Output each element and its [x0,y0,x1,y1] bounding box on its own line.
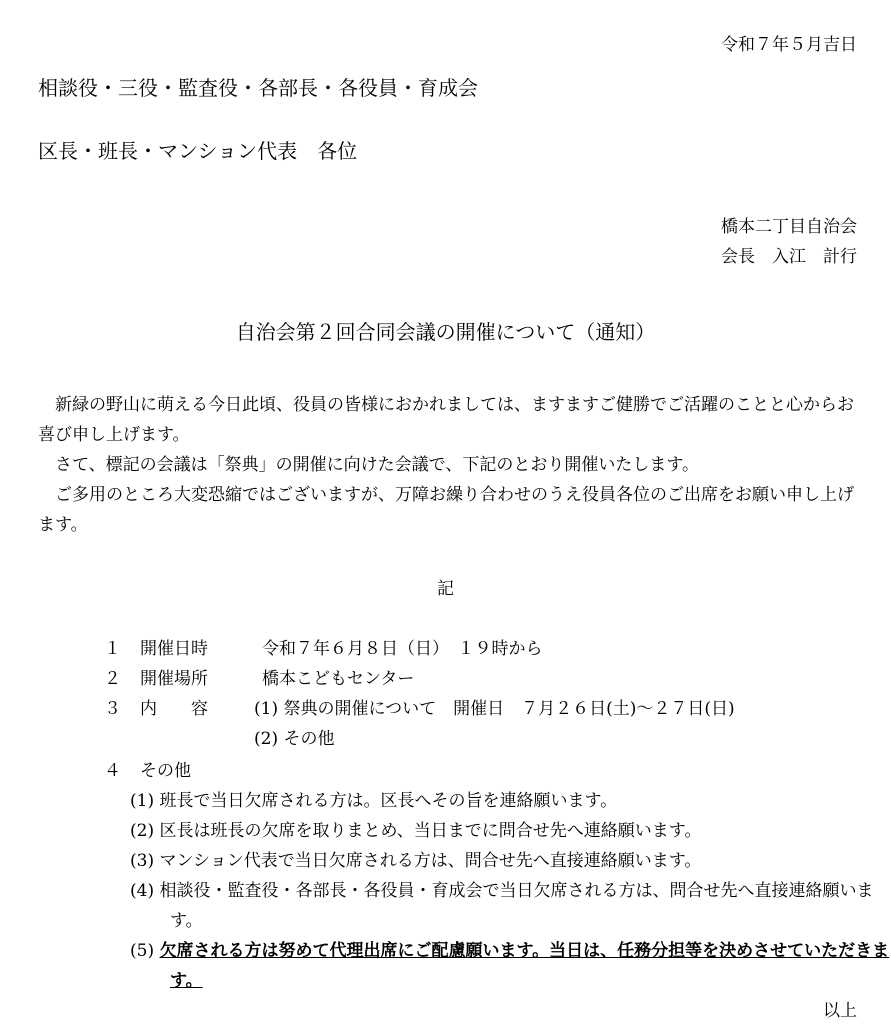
other-note-3: (3) マンション代表で当日欠席される方は、問合せ先へ直接連絡願います。 [130,851,702,871]
item-number: ２ [104,669,121,689]
item-venue [0,664,891,688]
item-datetime [0,634,891,658]
item-label: 内 容 [140,699,208,719]
item-number: ３ [104,699,121,719]
other-note-5 [130,936,891,996]
item-label: 開催日時 [140,639,208,659]
ki-heading: 記 [437,579,454,599]
closing-mark: 以上 [823,1001,857,1021]
other-note-2: (2) 区長は班長の欠席を取りまとめ、当日までに問合せ先へ連絡願います。 [130,821,702,841]
content-sub-2: (2) その他 [254,729,335,749]
content-sub-1: (1) 祭典の開催について 開催日 ７月２６日(土)～２７日(日) [254,699,735,719]
document-date: 令和７年５月吉日 [721,35,857,55]
item-value: 橋本こどもセンター [262,669,415,689]
addressees-line-2: 区長・班長・マンション代表 各位 [38,139,358,163]
other-note-5-emphasis: 欠席される方は努めて代理出席にご配慮願います。当日は、任務分担等を決めさせていただきます。 [159,941,890,991]
request-paragraph: ご多用のところ大変恐縮ではございますが、万障お繰り合わせのうえ役員各位のご出席をお願い申し上げます。 [38,485,854,535]
item-number: １ [104,639,121,659]
other-note-1: (1) 班長で当日欠席される方は。区長へその旨を連絡願います。 [130,791,618,811]
item-other [0,756,891,780]
document-title: 自治会第２回合同会議の開催について（通知） [235,320,656,344]
other-note-4: (4) 相談役・監査役・各部長・各役員・育成会で当日欠席される方は、問合せ先へ直接連絡願います。 [130,881,874,931]
item-content [0,694,891,754]
purpose-paragraph: さて、標記の会議は「祭典」の開催に向けた会議で、下記のとおり開催いたします。 [55,455,699,475]
sender-organization: 橋本二丁目自治会 [721,217,857,237]
item-value: 令和７年６月８日（日） １９時から [262,639,543,659]
item-label: 開催場所 [140,669,208,689]
item-number: ４ [104,761,121,781]
sender-name: 会長 入江 計行 [721,247,857,267]
other-note-5-prefix: (5) [130,941,155,961]
item-label: その他 [140,761,191,781]
addressees-line-1: 相談役・三役・監査役・各部長・各役員・育成会 [38,76,478,100]
greeting-paragraph: 新緑の野山に萌える今日此頃、役員の皆様におかれましては、ますますご健勝でご活躍のことと心からお喜び申し上げます。 [38,395,854,445]
